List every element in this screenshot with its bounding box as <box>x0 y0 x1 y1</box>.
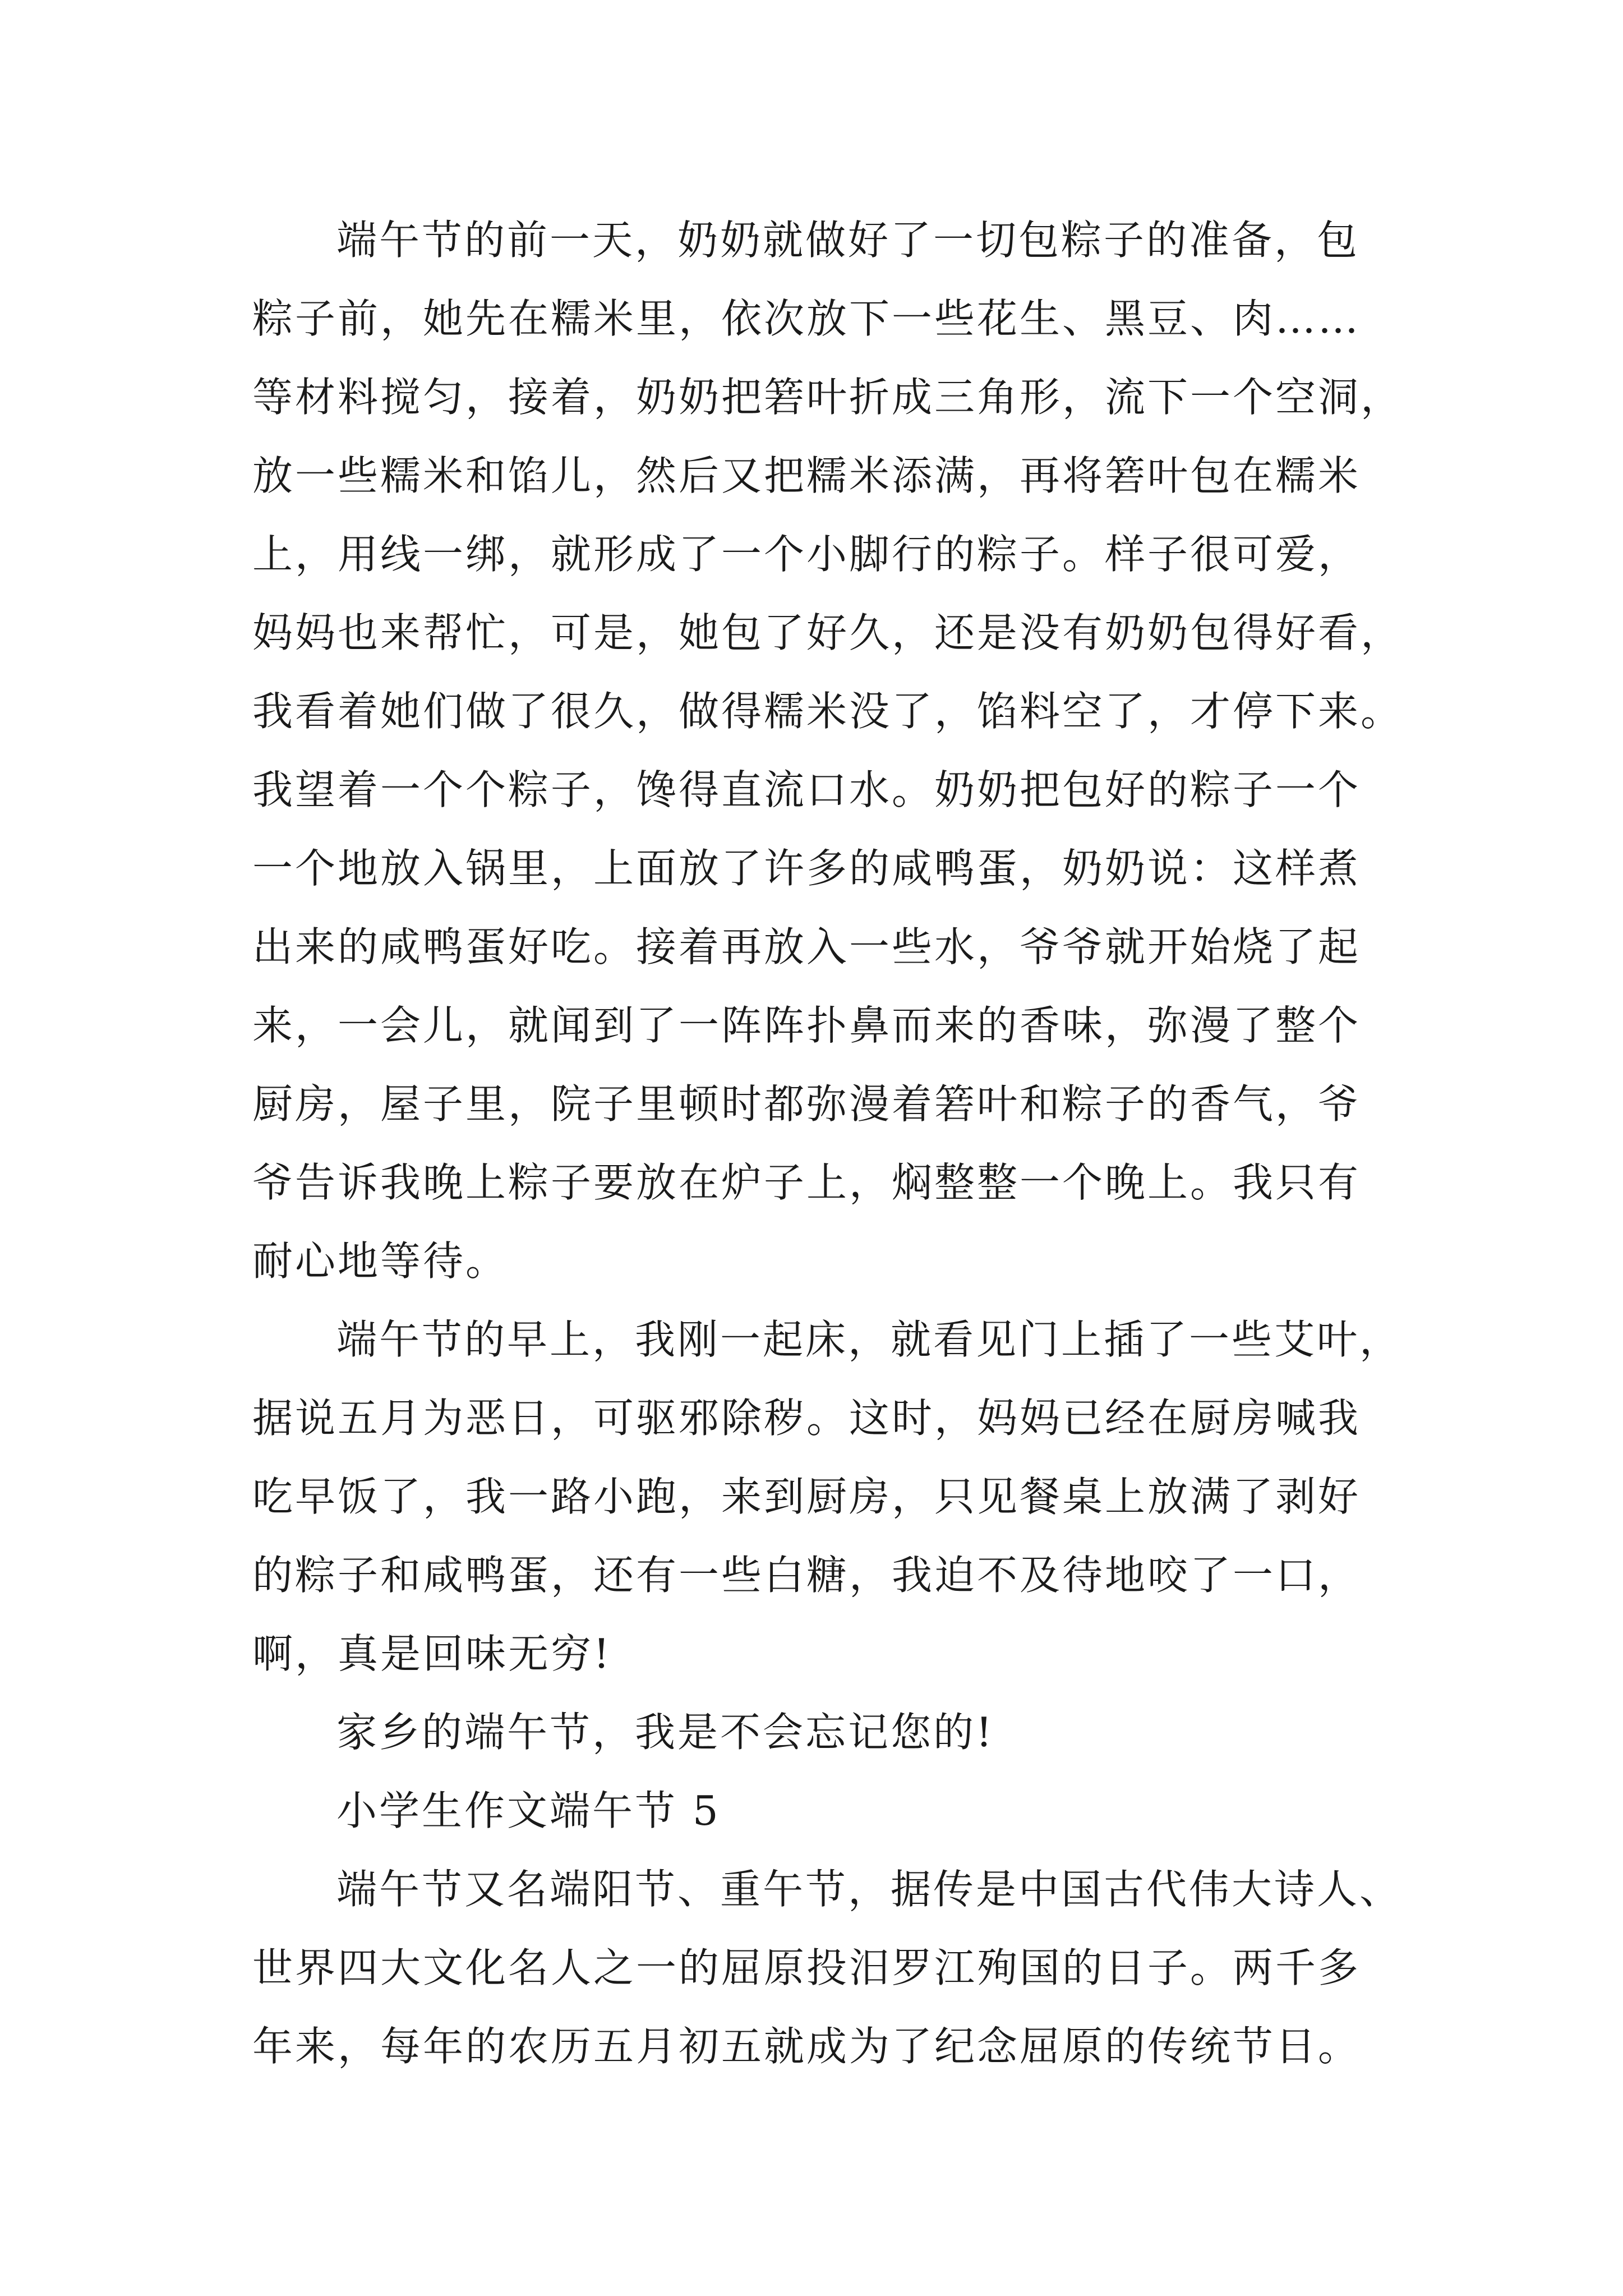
text-line: 家乡的端午节，我是不会忘记您的! <box>336 1709 994 1756</box>
text-line: 据说五月为恶日，可驱邪除秽。这时，妈妈已经在厨房喊我 <box>252 1395 1361 1442</box>
text-line: 放一些糯米和馅儿，然后又把糯米添满，再将箬叶包在糯米 <box>252 452 1361 499</box>
text-line: 啊，真是回味无穷! <box>252 1630 612 1677</box>
text-line: 爷告诉我晚上粽子要放在炉子上，焖整整一个晚上。我只有 <box>252 1159 1361 1206</box>
text-line: 吃早饭了，我一路小跑，来到厨房，只见餐桌上放满了剥好 <box>252 1473 1361 1520</box>
text-line: 妈妈也来帮忙，可是，她包了好久，还是没有奶奶包得好看， <box>252 609 1404 656</box>
text-line: 等材料搅匀，接着，奶奶把箬叶折成三角形，流下一个空洞， <box>252 374 1404 421</box>
text-line: 我望着一个个粽子，馋得直流口水。奶奶把包好的粽子一个 <box>252 766 1361 813</box>
section-heading: 小学生作文端午节 5 <box>336 1787 721 1834</box>
text-line: 端午节的前一天，奶奶就做好了一切包粽子的准备，包 <box>336 217 1360 264</box>
text-line: 端午节的早上，我刚一起床，就看见门上插了一些艾叶， <box>336 1316 1403 1363</box>
text-line: 年来，每年的农历五月初五就成为了纪念屈原的传统节日。 <box>252 2023 1361 2070</box>
text-line: 厨房，屋子里，院子里顿时都弥漫着箬叶和粽子的香气，爷 <box>252 1080 1361 1128</box>
text-line: 出来的咸鸭蛋好吃。接着再放入一些水，爷爷就开始烧了起 <box>252 923 1361 970</box>
text-line: 世界四大文化名人之一的屈原投汨罗江殉国的日子。两千多 <box>252 1944 1361 1991</box>
text-line: 上，用线一绑，就形成了一个小脚行的粽子。样子很可爱， <box>252 531 1361 578</box>
text-line: 的粽子和咸鸭蛋，还有一些白糖，我迫不及待地咬了一口， <box>252 1552 1361 1599</box>
text-line: 来，一会儿，就闻到了一阵阵扑鼻而来的香味，弥漫了整个 <box>252 1002 1361 1049</box>
text-line: 端午节又名端阳节、重午节，据传是中国古代伟大诗人、 <box>336 1866 1403 1913</box>
text-line: 粽子前，她先在糯米里，依次放下一些花生、黑豆、肉…… <box>252 295 1361 342</box>
text-line: 耐心地等待。 <box>252 1237 509 1285</box>
text-line: 一个地放入锅里，上面放了许多的咸鸭蛋，奶奶说：这样煮 <box>252 845 1361 892</box>
text-line: 我看着她们做了很久，做得糯米没了，馅料空了，才停下来。 <box>252 688 1404 735</box>
